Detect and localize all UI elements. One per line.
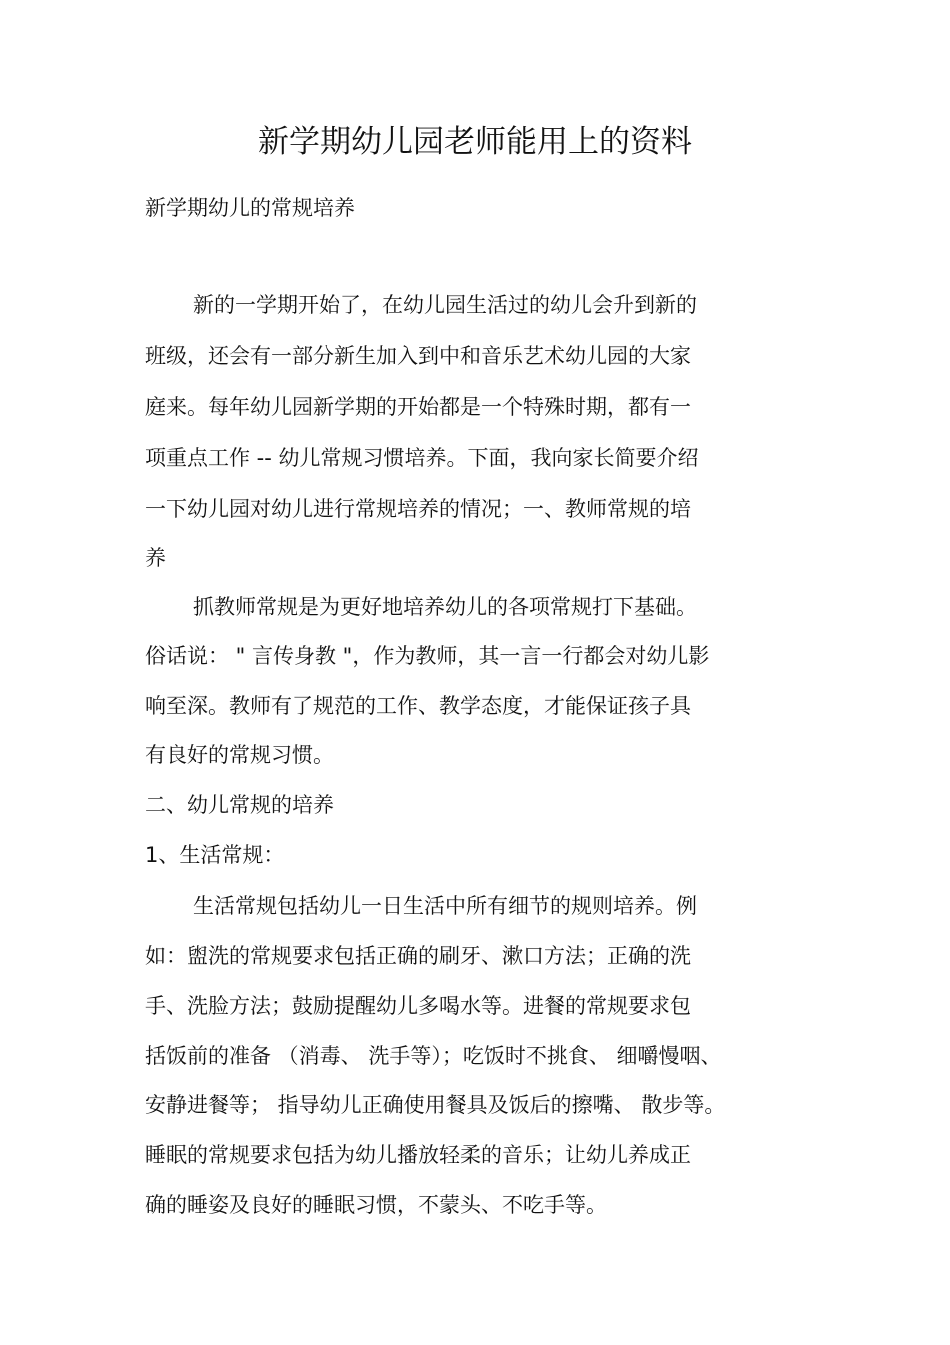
- paragraph-line: 新的一学期开始了，在幼儿园生活过的幼儿会升到新的: [193, 293, 697, 317]
- paragraph-line: 括饭前的准备 （消毒、 洗手等）；吃饭时不挑食、 细嚼慢咽、: [145, 1044, 722, 1068]
- paragraph-line: 项重点工作 -- 幼儿常规习惯培养。下面，我向家长简要介绍: [145, 446, 699, 470]
- paragraph-line: 手、洗脸方法；鼓励提醒幼儿多喝水等。进餐的常规要求包: [145, 994, 691, 1018]
- paragraph-line: 俗话说： " 言传身教 "，作为教师，其一言一行都会对幼儿影: [145, 644, 710, 668]
- paragraph-line: 响至深。教师有了规范的工作、教学态度，才能保证孩子具: [145, 694, 691, 718]
- subsection-heading: 1、生活常规：: [145, 843, 285, 867]
- paragraph-line: 安静进餐等； 指导幼儿正确使用餐具及饭后的擦嘴、 散步等。: [145, 1093, 726, 1117]
- document-title: 新学期幼儿园老师能用上的资料: [258, 124, 692, 160]
- paragraph-line: 睡眠的常规要求包括为幼儿播放轻柔的音乐；让幼儿养成正: [145, 1143, 691, 1167]
- paragraph-line: 养: [145, 546, 166, 570]
- paragraph-line: 一下幼儿园对幼儿进行常规培养的情况；一、教师常规的培: [145, 497, 691, 521]
- paragraph-line: 有良好的常规习惯。: [145, 743, 334, 767]
- paragraph-line: 确的睡姿及良好的睡眠习惯，不蒙头、不吃手等。: [145, 1193, 607, 1217]
- paragraph-line: 如：盥洗的常规要求包括正确的刷牙、漱口方法；正确的洗: [145, 944, 691, 968]
- paragraph-line: 生活常规包括幼儿一日生活中所有细节的规则培养。例: [193, 894, 697, 918]
- paragraph-line: 庭来。每年幼儿园新学期的开始都是一个特殊时期，都有一: [145, 395, 691, 419]
- paragraph-line: 班级，还会有一部分新生加入到中和音乐艺术幼儿园的大家: [145, 344, 691, 368]
- section-heading: 二、幼儿常规的培养: [145, 793, 334, 817]
- paragraph-line: 抓教师常规是为更好地培养幼儿的各项常规打下基础。: [193, 595, 697, 619]
- subtitle: 新学期幼儿的常规培养: [145, 196, 355, 220]
